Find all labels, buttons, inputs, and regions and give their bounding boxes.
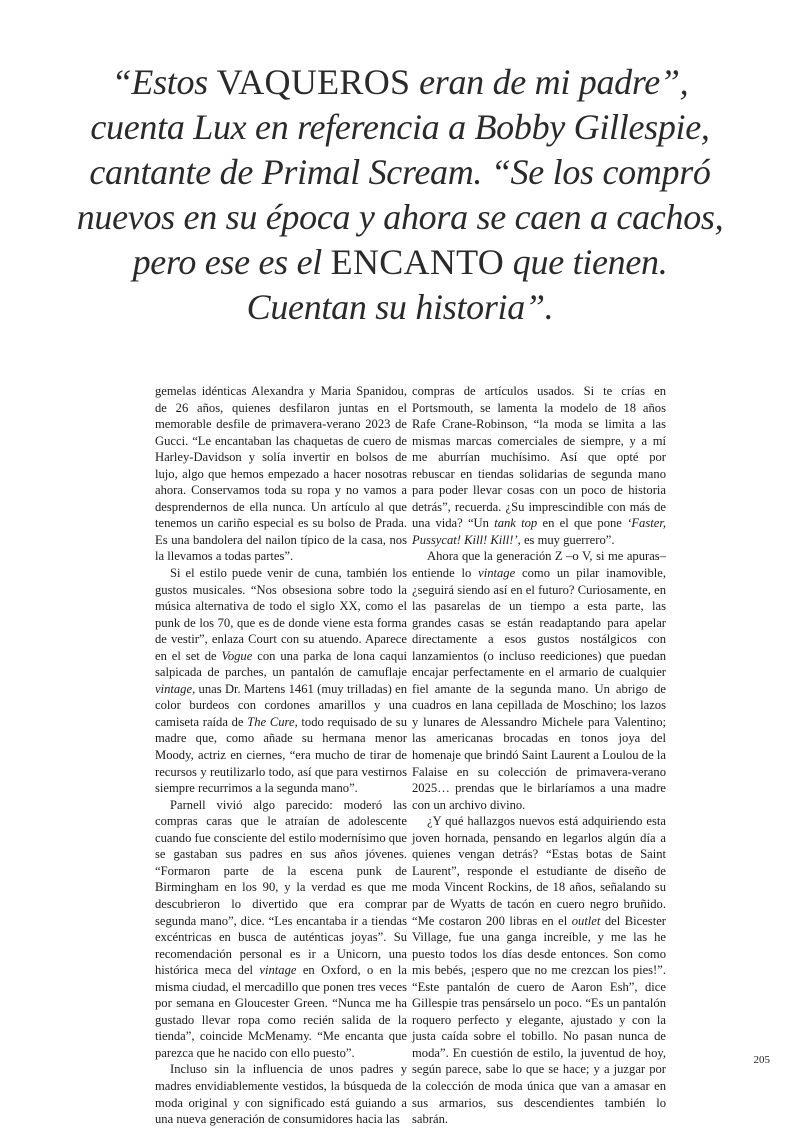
paragraph — [155, 797, 407, 1062]
pull-quote-line-5 — [40, 240, 760, 285]
paragraph: Incluso sin la influencia de unos padres y madres envidiablemente vestidos, la búsqueda de moda original y con significado está guiando a una nueva generación de consumidores hacia las — [155, 1062, 407, 1127]
paragraph-text: en Oxford, o en la misma ciudad, el mercadillo que ponen tres veces por semana en Gloucester Green. “Nunca me ha gustado llevar ropa como recién salida de la tienda”, coincide McMenamy. “Me encanta que parezca que he nacido con ello puesto”. — [155, 963, 407, 1060]
paragraph-text: con una parka de lona caqui salpicada de parches, un pantalón de camuflaje — [155, 648, 407, 680]
band-name: The Cure — [247, 714, 295, 729]
pull-quote-text: eran de mi padre”, — [410, 62, 689, 102]
pull-quote-text: pero ese es el — [132, 242, 331, 282]
paragraph-text: en el que pone — [537, 516, 628, 531]
paragraph — [412, 813, 666, 1127]
pull-quote-line-2 — [40, 105, 760, 150]
pull-quote-text: cuenta Lux en referencia a Bobby Gillespie, — [90, 107, 710, 147]
paragraph-text: Parnell vivió algo parecido: moderó las compras caras que le atraían de adolescente cuando fue consciente del estilo modernísimo que se gastaban sus padres en sus años jóvenes. “Formaron parte de la escena punk de Birmingham en los 90, y la verdad es que me descubrieron lo divertido que era comprar segunda mano”, dice. “Les encantaba ir a tiendas excéntricas en busca de auténticas joyas”. Su recomendación personal es ir a Unicorn, una histórica meca del — [155, 797, 407, 978]
italic-term: ‘Faster, Pussycat! Kill! Kill!’ — [412, 516, 666, 547]
pull-quote-line-6 — [40, 285, 760, 330]
paragraph-text: ¿Y qué hallazgos nuevos está adquiriendo esta joven hornada, pensando en legarlos algún día a quienes vengan detrás? “Estas botas de Saint Laurent”, responde el estudiante de diseño de moda Vincent Rockins, de 18 años, señalando su par de Wyatts de tacón en cuero negro bruñido. “Me costaron 200 libras en el — [412, 814, 666, 928]
paragraph-text: como un pilar inamovible, ¿seguirá siendo así en el futuro? Curiosamente, en las pasarelas de un tiempo a esta parte, las grandes casas se están readaptando para apelar directamente a esos gustos nostálgicos con lanzamientos (o incluso reediciones) que puedan encajar perfectamente en el armario de cualquier fiel amante de la segunda mano. Un abrigo de cuadros en lana cepillada de Moschino; los lazos y lunares de Alessandro Michele para Valentino; las americanas brocadas en tonos joya del homenaje que brindó Saint Laurent a Loulou de la Falaise en su colección de primavera-verano 2025… prendas que le birlaríamos a una madre con un archivo divino. — [412, 566, 666, 812]
paragraph-text: , unas Dr. Martens 1461 (muy trilladas) en color burdeos con cordones amarillos y una camiseta raída de — [155, 681, 407, 729]
italic-term: vintage — [259, 963, 297, 978]
paragraph: gemelas idénticas Alexandra y Maria Spanidou, de 26 años, quienes desfilaron juntas en el memorable desfile de primavera-verano 2023 de Gucci. “Le encantaban las chaquetas de cuero de Harley-Davidson y solía invertir en bolsos de lujo, algo que hemos empezado a hacer nosotras ahora. Conservamos toda su ropa y no vamos a desprendernos de ella nunca. Un artículo al que tenemos un cariño especial es su bolso de Prada. Es una bandolera del nailon típico de la casa, nos la llevamos a todas partes”. — [155, 384, 407, 564]
pull-quote-text: nuevos en su época y ahora se caen a cachos, — [76, 197, 724, 237]
paragraph-text: , todo requisado de su madre que, como añade su hermana menor Moody, actriz en ciernes, “era mucho de tirar de recursos y reutilizarlo todo, así que para vestirnos siempre recurrimos a la segunda mano”. — [155, 714, 407, 796]
pull-quote-caps: VAQUEROS — [216, 62, 411, 102]
pull-quote-line-3 — [40, 150, 760, 195]
pull-quote-text: cantante de Primal Scream. “Se los compró — [89, 152, 711, 192]
pull-quote-line-4 — [40, 195, 760, 240]
pull-quote-text: que tienen. — [504, 242, 668, 282]
italic-term: outlet — [571, 913, 601, 928]
page-number: 205 — [753, 1054, 770, 1066]
paragraph — [412, 383, 666, 548]
italic-term: tank top — [494, 516, 538, 531]
pull-quote-caps: ENCANTO — [330, 242, 505, 282]
italic-term: vintage — [478, 566, 516, 581]
paragraph-text: Ahora que la generación Z –o V, si me apuras– entiende lo — [412, 549, 666, 581]
article-column-left — [155, 383, 407, 1128]
italic-term: vintage — [155, 681, 193, 696]
pull-quote — [40, 60, 760, 330]
article-column-right — [412, 383, 666, 1128]
paragraph-text: del Bicester Village, fue una ganga increíble, y me las he puesto todos los días desde entonces. Son como mis bebés, ¡espero que no me crezcan los pies!”. “Este pantalón de cuero de Aaron Esh”, dice Gillespie tras pensárselo un poco. “Es un pantalón roquero perfecto y elegante, ajustado y con la justa caída sobre el tobillo. No pasan nunca de moda”. En cuestión de estilo, la juventud de hoy, según parece, sabe lo que se hace; y a juzgar por la colección de moda única que van a amasar en sus armarios, sus descendientes también lo sabrán. — [412, 913, 666, 1127]
pull-quote-line-1 — [40, 60, 760, 105]
pull-quote-text: “Estos — [111, 62, 217, 102]
magazine-name: Vogue — [221, 648, 253, 663]
paragraph — [412, 548, 666, 813]
paragraph-text: , es muy guerrero”. — [517, 532, 615, 547]
pull-quote-text: Cuentan su historia”. — [246, 287, 554, 327]
paragraph-text: Si el estilo puede venir de cuna, también los gustos musicales. “Nos obsesiona sobre todo la música alternativa de todo el siglo XX, como el punk de los 70, que es de donde viene esta forma de vestir”, enlaza Court con su atuendo. Aparece en el set de — [155, 566, 407, 663]
paragraph-text: compras de artículos usados. Si te crías en Portsmouth, se lamenta la modelo de 18 años Rafe Crane-Robinson, “la moda se limita a las mismas marcas comerciales de siempre, y a mí me aburrían muchísimo. Así que opté por rebuscar en tiendas solidarias de segunda mano para poder llevar cosas con un poco de historia detrás”, recuerda. ¿Su imprescindible con más de una vida? “Un — [412, 384, 666, 531]
paragraph — [155, 565, 407, 797]
